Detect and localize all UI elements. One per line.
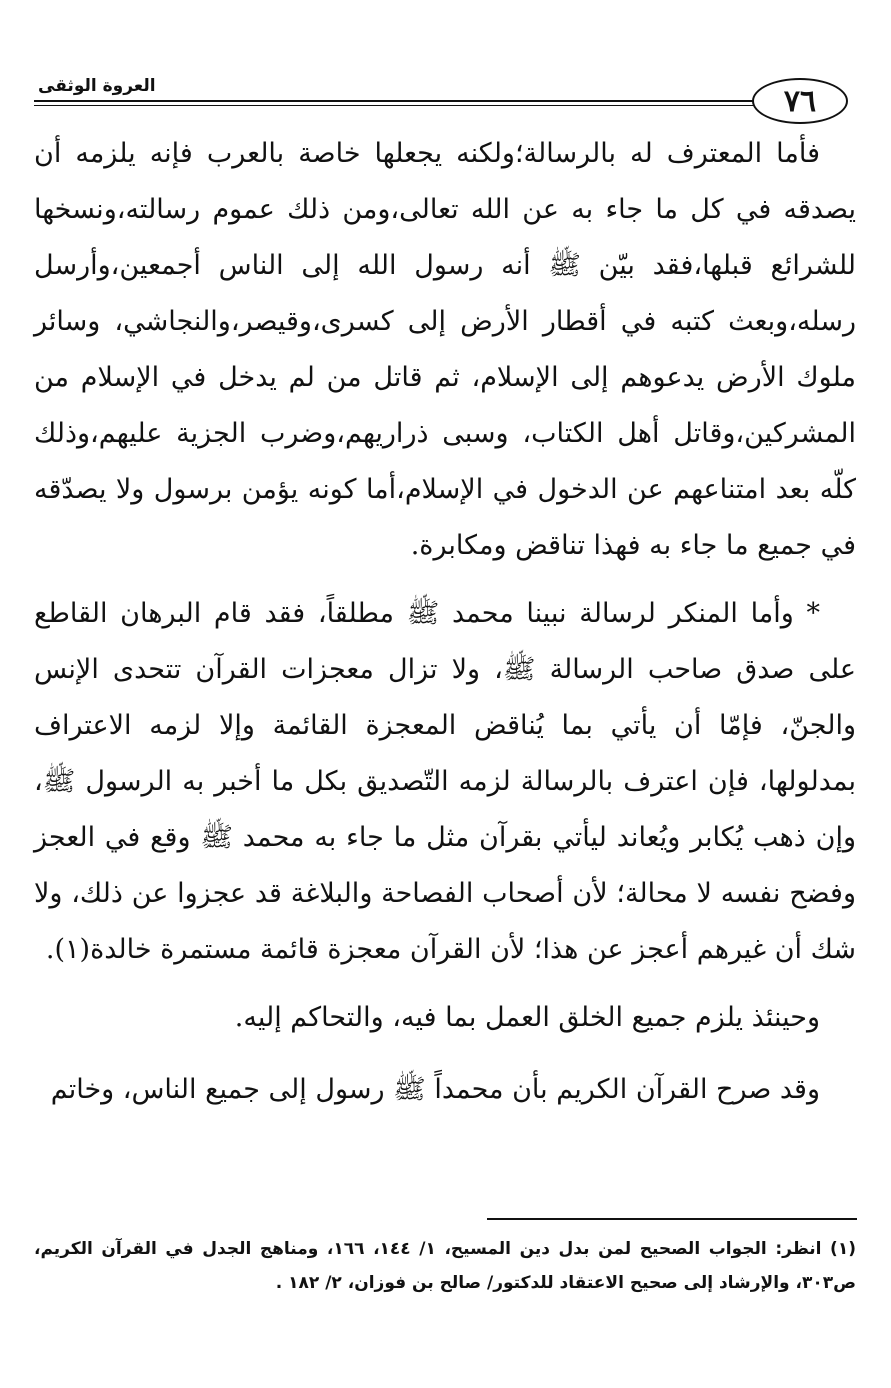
- footnote-separator: [487, 1218, 857, 1220]
- running-title: العروة الوثقى: [38, 76, 156, 96]
- footnote: (١) انظر: الجواب الصحيح لمن بدل دين المسيح، ١/ ١٤٤، ١٦٦، ومناهج الجدل في القرآن الكريم، ص٣٠٣، والإرشاد إلى صحيح الاعتقاد للدكتور/ صالح بن فوزان، ٢/ ١٨٢ .: [34, 1239, 856, 1293]
- paragraph: * وأما المنكر لرسالة نبينا محمد ﷺ مطلقاً، فقد قام البرهان القاطع على صدق صاحب الرسالة ﷺ، ولا تزال معجزات القرآن تتحدى الإنس والجنّ، فإمّا أن يأتي بما يُناقض المعجزة القائمة وإلا لزمه الاعتراف بمدلولها، فإن اعترف بالرسالة لزمه التّصديق بكل ما أخبر به الرسول ﷺ، وإن ذهب يُكابر ويُعاند ليأتي بقرآن مثل ما جاء به محمد ﷺ وقع في العجز وفضح نفسه لا محالة؛ لأن أصحاب الفصاحة والبلاغة قد عجزوا عن ذلك، ولا شك أن غيرهم أعجز عن هذا؛ لأن القرآن معجزة قائمة مستمرة خالدة(١).: [34, 598, 856, 965]
- page-header: [34, 70, 856, 132]
- page-number: ٧٦: [752, 78, 848, 124]
- paragraph: فأما المعترف له بالرسالة؛ولكنه يجعلها خاصة بالعرب فإنه يلزمه أن يصدقه في كل ما جاء به عن الله تعالى،ومن ذلك عموم رسالته،ونسخها للشرائع قبلها،فقد بيّن ﷺ أنه رسول الله إلى الناس أجمعين،وأرسل رسله،وبعث كتبه في أقطار الأرض إلى كسرى،وقيصر،والنجاشي، وسائر ملوك الأرض يدعوهم إلى الإسلام، ثم قاتل من لم يدخل في الإسلام من المشركين،وقاتل أهل الكتاب، وسبى ذراريهم،وضرب الجزية عليهم،وذلك كلّه بعد امتناعهم عن الدخول في الإسلام،أما كونه يؤمن برسول ولا يصدّقه في جميع ما جاء به فهذا تناقض ومكابرة.: [34, 138, 856, 561]
- footnotes: [34, 1232, 856, 1300]
- main-text: [34, 126, 856, 1130]
- header-rule: [34, 100, 756, 102]
- header-rule-thin: [34, 105, 756, 106]
- paragraph: وقد صرح القرآن الكريم بأن محمداً ﷺ رسول إلى جميع الناس، وخاتم: [50, 1074, 820, 1105]
- paragraph: وحينئذ يلزم جميع الخلق العمل بما فيه، والتحاكم إليه.: [234, 1002, 820, 1033]
